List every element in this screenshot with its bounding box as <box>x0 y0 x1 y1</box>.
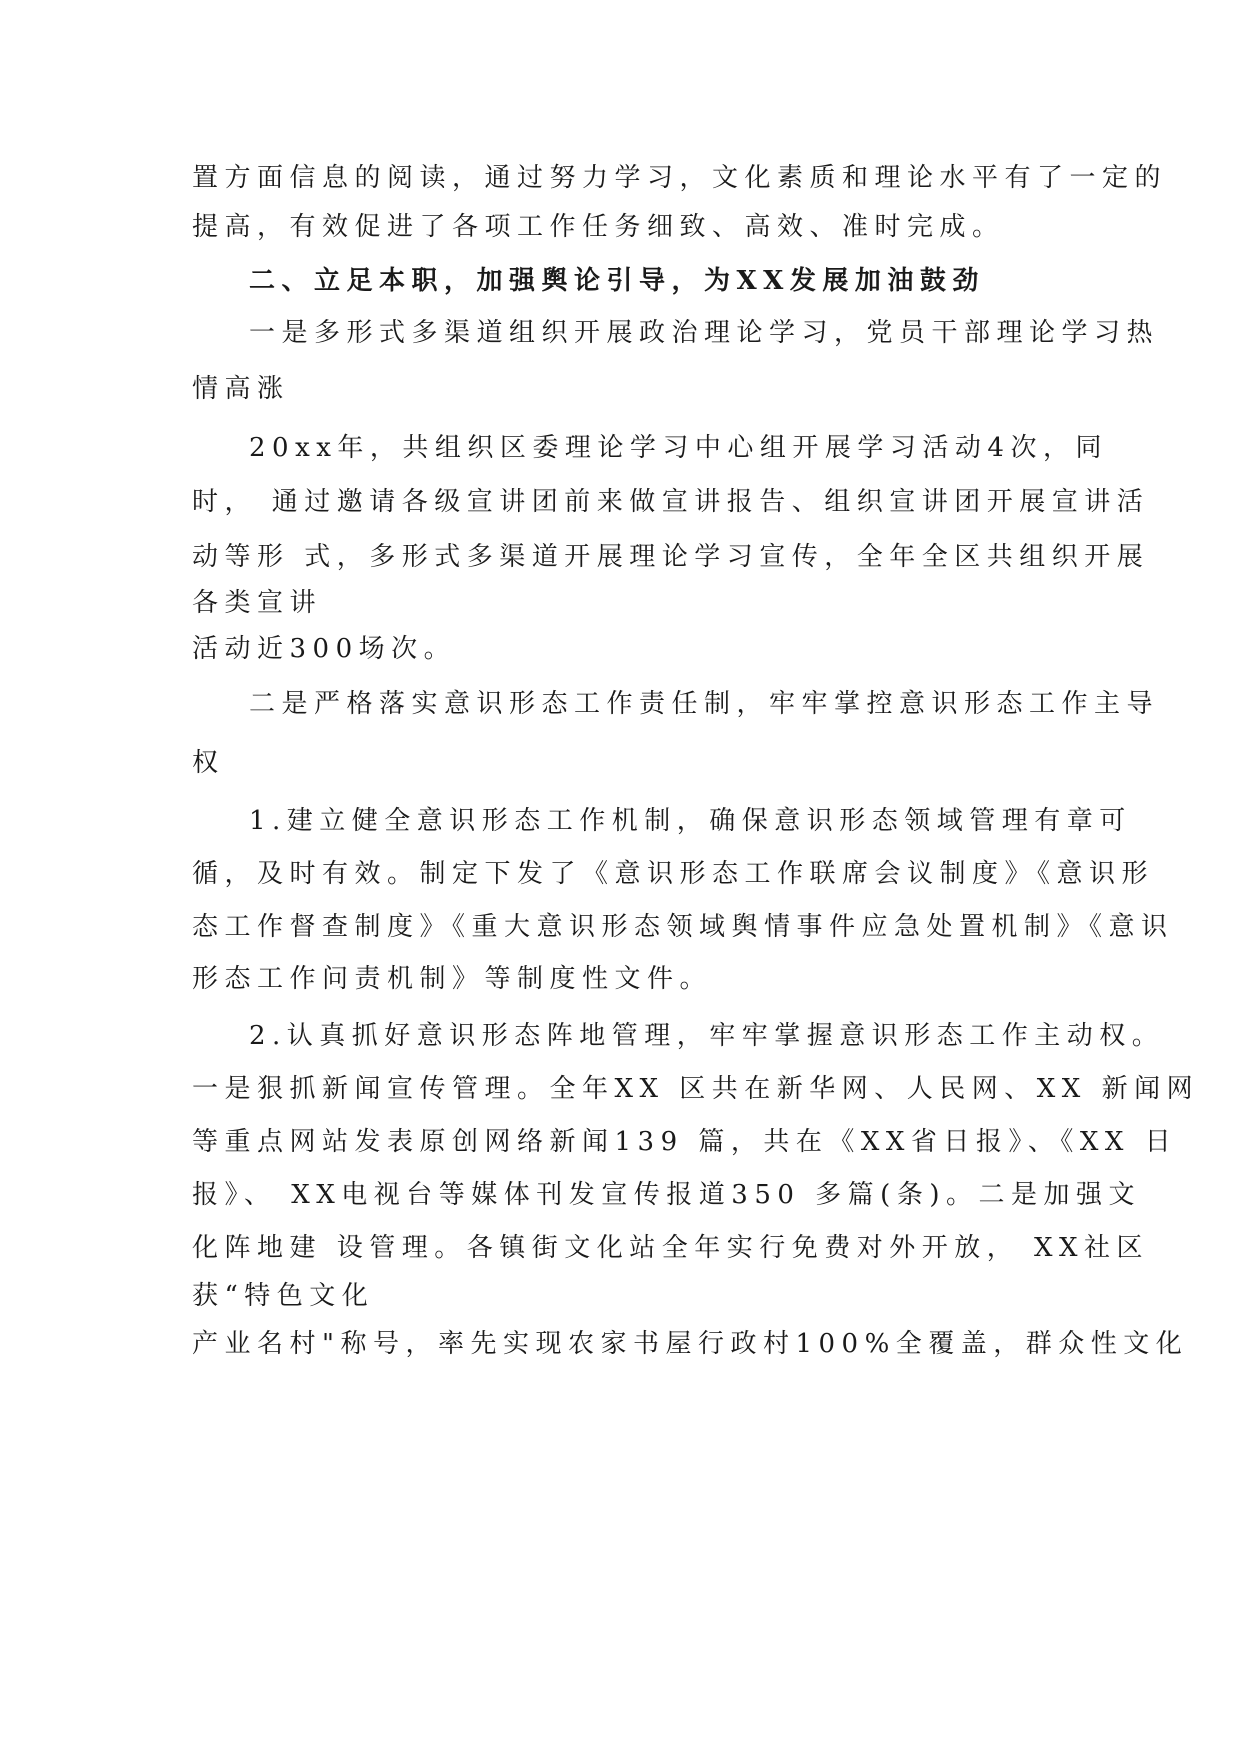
paragraph-line: 态工作督查制度》《重大意识形态领域舆情事件应急处置机制》《意识 <box>192 912 1174 942</box>
paragraph-line: 报》、 XX电视台等媒体刊发宣传报道350 多篇(条)。二是加强文 <box>192 1180 1141 1210</box>
paragraph-line: 活动近300场次。 <box>192 634 457 664</box>
paragraph-line: 循，及时有效。制定下发了《意识形态工作联席会议制度》《意识形 <box>192 859 1155 889</box>
paragraph-line: 一是狠抓新闻宣传管理。全年XX 区共在新华网、人民网、XX 新闻网 <box>192 1074 1200 1104</box>
paragraph-line: 情高涨 <box>192 374 290 404</box>
paragraph-line: 化阵地建 设管理。各镇街文化站全年实行免费对外开放， XX社区 <box>192 1233 1150 1263</box>
paragraph-line: 动等形 式，多形式多渠道开展理论学习宣传，全年全区共组织开展 <box>192 542 1150 572</box>
paragraph-line: 二是严格落实意识形态工作责任制，牢牢掌控意识形态工作主导 <box>249 689 1160 719</box>
paragraph-line: 2.认真抓好意识形态阵地管理，牢牢掌握意识形态工作主动权。 <box>249 1021 1165 1051</box>
paragraph-line: 产业名村"称号，率先实现农家书屋行政村100%全覆盖，群众性文化 <box>192 1329 1189 1359</box>
paragraph-line: 一是多形式多渠道组织开展政治理论学习，党员干部理论学习热 <box>249 318 1160 348</box>
paragraph-line: 形态工作问责机制》等制度性文件。 <box>192 964 713 994</box>
paragraph-line: 时， 通过邀请各级宣讲团前来做宣讲报告、组织宣讲团开展宣讲活 <box>192 487 1150 517</box>
paragraph-line: 等重点网站发表原创网络新闻139 篇，共在《XX省日报》、《XX 日 <box>192 1127 1178 1157</box>
paragraph-line: 1.建立健全意识形态工作机制，确保意识形态领域管理有章可 <box>249 806 1132 836</box>
paragraph-line: 各类宣讲 <box>192 588 323 618</box>
section-heading: 二、立足本职，加强舆论引导，为XX发展加油鼓劲 <box>249 266 985 296</box>
paragraph-line: 提高，有效促进了各项工作任务细致、高效、准时完成。 <box>192 212 1005 242</box>
paragraph-line: 权 <box>192 748 225 778</box>
paragraph-line: 置方面信息的阅读，通过努力学习，文化素质和理论水平有了一定的 <box>192 163 1168 193</box>
paragraph-line: 20xx年，共组织区委理论学习中心组开展学习活动4次，同 <box>249 433 1108 463</box>
paragraph-line: 获“特色文化 <box>192 1281 375 1311</box>
